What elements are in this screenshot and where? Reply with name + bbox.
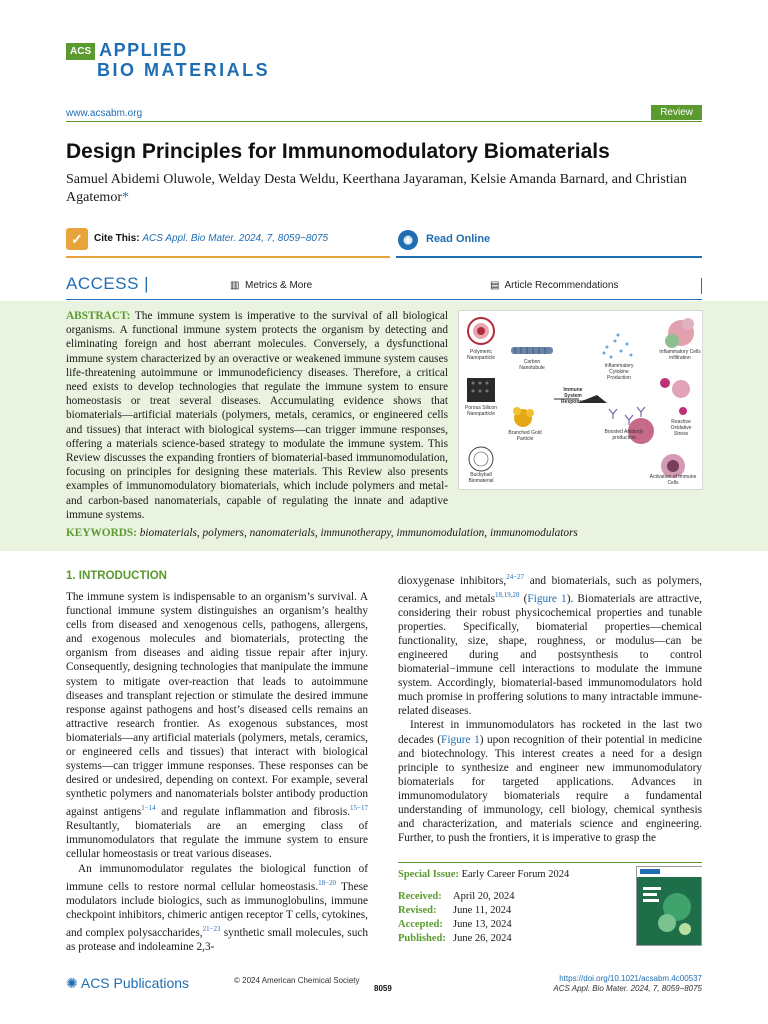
journal-name-line1: APPLIED [99, 40, 188, 60]
citation-link[interactable]: 18−20 [318, 878, 337, 887]
toc-label-polymeric: Polymeric Nanoparticle [466, 349, 496, 361]
toc-label-gold: Branched Gold Particle [508, 430, 542, 442]
paragraph-4: Interest in immunomodulators has rocketed in the last two decades (Figure 1) upon recognition of their potential in medicine and biotechnology. This interest creates a need for a design principle to synthesize and engineer new immunomodulatory biomaterials for targeted applications. Advances in immunomodulatory biomaterials require a fundamental understanding of immunology, cell biology, chemical synthesis and characterization, and materials science and engineering. Further, to push the frontiers, it is imperative to grasp the [398, 719, 703, 845]
article-title: Design Principles for Immunomodulatory Biomaterials [66, 140, 610, 163]
keywords-text: biomaterials, polymers, nanomaterials, immunotherapy, immunomodulation, immunomodulators [139, 527, 578, 539]
abstract-label: ABSTRACT: [66, 310, 131, 322]
toc-graphic [458, 310, 703, 490]
figure-link[interactable]: Figure 1 [527, 592, 567, 605]
journal-reference: ACS Appl. Bio Mater. 2024, 7, 8059−8075 [553, 984, 702, 993]
citation-link[interactable]: 15−17 [350, 804, 368, 813]
date-row: Published: June 26, 2024 [398, 933, 512, 944]
toc-label-response: Immune System Response [561, 387, 585, 405]
document-icon: ▤ [490, 280, 500, 291]
citation-link[interactable]: 24−27 [506, 573, 525, 581]
toc-label-ros: Reactive Oxidative Stress [670, 419, 692, 437]
journal-logo[interactable] [66, 40, 270, 79]
article-type-badge: Review [651, 105, 702, 120]
citation-link[interactable]: 18,19,28 [495, 590, 520, 599]
toc-label-porous: Porous Silicon Nanoparticle [465, 405, 497, 417]
cite-label: Cite This: [94, 233, 140, 244]
page-number: 8059 [374, 984, 392, 993]
abstract-text: The immune system is imperative to the survival of all biological organisms. A functional immune system protects the organism by detecting and eliminating foreign and host aberrant molecules. Conversely, a dysfunctional immune system characterized by an overactive or weakened immune system causes life-threatening autoimmune or immunodeficiency diseases. Therefore, a critical need exists to develop technologies that regulate the immune system to ensure homeostasis or treat several diseases. Accumulating evidence shows that biomaterials—artificial materials (polymers, metals, ceramics, or engineered cells and tissues) that interact with biological systems—can trigger immune responses, offering a materials science-based strategy to modulate the immune system. This Review discusses the expanding frontiers of biomaterial-based immunomodulation, focusing on principles for designing these materials. This Review also presents examples of immunomodulatory biomaterials, which include polymers and metal- and carbon-based nanomaterials, capable of regulating the innate and adaptive immune systems. [66, 310, 448, 521]
special-issue-label: Special Issue: [398, 869, 459, 880]
toc-label-cytokine: Inflammatory Cytokine Production [604, 363, 634, 381]
left-column [66, 590, 368, 954]
cover-art [637, 867, 703, 947]
journal-name-line2: BIO MATERIALS [97, 60, 271, 80]
globe-icon: ◉ [398, 230, 418, 250]
journal-url[interactable]: www.acsabm.org [66, 108, 143, 119]
cite-check-icon: ✓ [66, 228, 88, 250]
author-list [66, 171, 706, 207]
abstract [66, 309, 448, 522]
date-row: Received: April 20, 2024 [398, 891, 515, 902]
corresponding-author-mark[interactable]: * [121, 190, 129, 205]
authors-text: Samuel Abidemi Oluwole, Welday Desta Weldu, Keerthana Jayaraman, Kelsie Amanda Barnard, and Christian Agatemor [66, 172, 687, 205]
toc-label-antibody: Boosted Antibody production [604, 429, 644, 441]
right-column [398, 570, 702, 845]
journal-cover-image[interactable] [636, 866, 702, 946]
citation-link[interactable]: 1−14 [141, 804, 156, 813]
bar-chart-icon: ▥ [230, 280, 240, 291]
doi-block [553, 974, 702, 994]
acs-logo-box: ACS [66, 43, 95, 60]
toc-label-activation: Activation of Immune Cells [649, 474, 697, 486]
acs-publications-icon: ✺ [66, 975, 78, 991]
citation-link[interactable]: 21−23 [202, 924, 221, 933]
metrics-link[interactable]: ▥ Metrics & More [230, 280, 313, 291]
cite-this-bar[interactable] [66, 228, 390, 258]
cite-reference[interactable]: ACS Appl. Bio Mater. 2024, 7, 8059−8075 [142, 233, 329, 244]
copyright: © 2024 American Chemical Society [234, 976, 360, 985]
read-online-bar[interactable] [396, 228, 702, 258]
article-recommendations-link[interactable]: ▤ Article Recommendations [490, 280, 619, 291]
keywords-label: KEYWORDS: [66, 527, 137, 539]
toc-label-bucky: Buckyball Biomaterial [468, 472, 494, 484]
paragraph-3: dioxygenase inhibitors,$^{24-27}$ and biomaterials, such as polymers, ceramics, and metals$^{18,19,28}$ (Figure 1). Biomaterials are attractive, considering their robust physicochemical properties and tunable properties. Specifically, biomaterial properties—chemical functionality, size, shape, roughness, or modulus—can be engineered during and postsynthesis to control biomaterial−immune cell interactions to modulate the immune system. Accordingly, biomaterial-based immunomodulators hold much promise in proffering solutions to many intractable immune-related diseases. [398, 573, 703, 718]
publisher-logo[interactable]: ✺ ACS Publications [66, 975, 190, 991]
read-online-label[interactable]: Read Online [426, 233, 491, 245]
access-line [66, 299, 702, 300]
toc-label-infiltration: Inflammatory Cells infiltration [659, 349, 701, 361]
figure-link[interactable]: Figure 1 [441, 733, 480, 746]
access-divider [701, 278, 702, 294]
date-row: Accepted: June 13, 2024 [398, 919, 512, 930]
special-issue-value: Early Career Forum 2024 [461, 869, 570, 880]
header-divider [66, 121, 702, 122]
date-row: Revised: June 11, 2024 [398, 905, 512, 916]
access-row [66, 274, 702, 298]
paragraph-2: An immunomodulator regulates the biological function of immune cells to restore normal cellular homeostasis.$^{18-20}$ These modulators include biologics, such as immunoglobulins, immune checkpoint inhibitors, chimeric antigen receptor T cells, cytokines, and complex polysaccharides,$^{21-23}$ synthetic small molecules, such as protease and indoleamine 2,3- [66, 862, 369, 953]
access-label: ACCESS | [66, 274, 150, 293]
toc-label-carbon: Carbon Nanotubule [519, 359, 545, 371]
paragraph-1: The immune system is indispensable to an organism’s survival. A functional immune system distinguishes an organism’s healthy cells from diseased and xenogenous cells, pathogens, allergens, and exogenous molecules and biomaterials, protecting the organism from diseases and aiding tissue repair after injury. Consequently, designing technologies that manipulate the immune system to mitigate over-reaction that leads to autoimmune diseases and transplant rejection or stimulate the desired immune response against pathogens and host’s diseased cells remains an attractive research frontier. As exogenous substances, most biomaterials—any artificial materials (polymers, metals, ceramics, or engineered cells and tissues) that interact with biological systems—can trigger immune responses. These responses can be desired or undesired, depending on context. For example, several synthetic polymers and nanomaterials bolster antibody production against antigens$^{1-14}$ and regulate inflammation and fibrosis.$^{15-17}$ Resultantly, biomaterials are an emerging class of immunomodulators that regulate the immune system to ensure cellular homeostasis or treat various diseases. [66, 591, 368, 861]
doi-link[interactable]: https://doi.org/10.1021/acsabm.4c00537 [559, 974, 702, 983]
keywords [66, 527, 706, 539]
section-heading: 1. INTRODUCTION [66, 570, 167, 582]
